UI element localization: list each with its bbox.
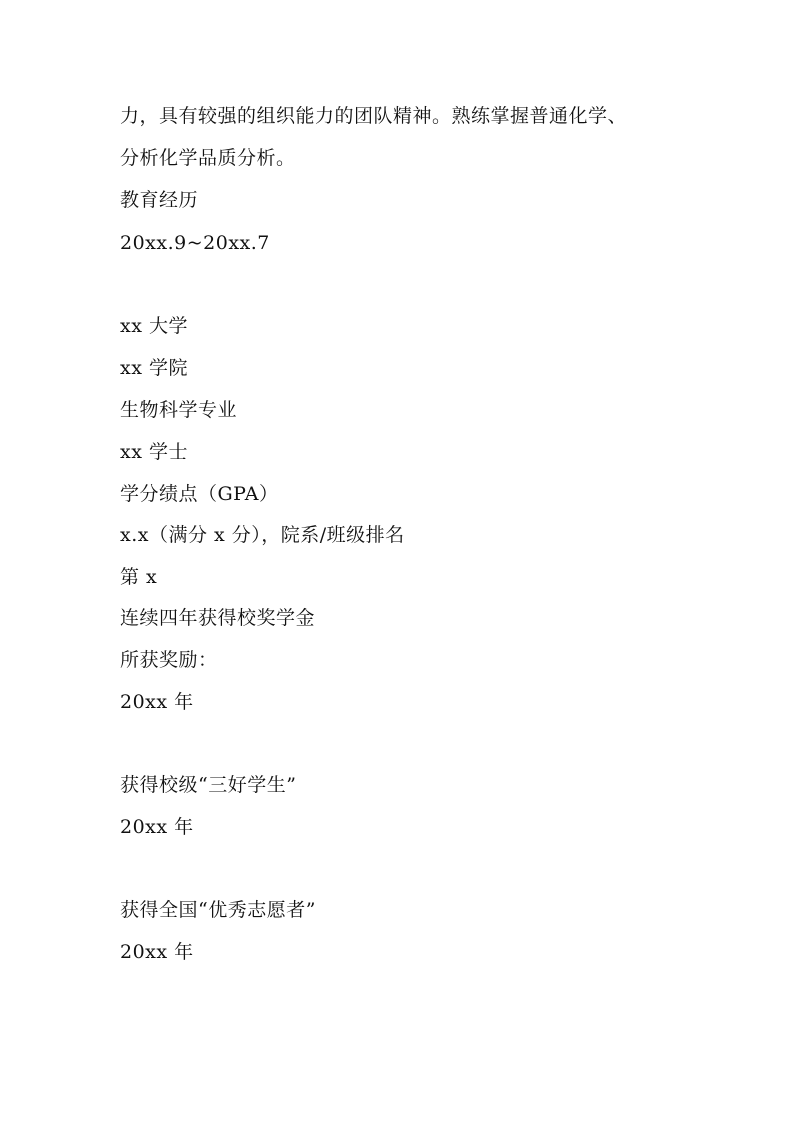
award-title-2: 获得全国“优秀志愿者”	[120, 899, 316, 921]
award-title-1: 获得校级“三好学生”	[120, 774, 297, 796]
award-year-3: 20xx 年	[120, 941, 194, 963]
education-period: 20xx.9~20xx.7	[120, 232, 270, 254]
university-name: xx 大学	[120, 315, 188, 337]
text-line-skills-1: 力，具有较强的组织能力的团队精神。熟练掌握普通化学、	[120, 105, 628, 127]
scholarship-note: 连续四年获得校奖学金	[120, 607, 316, 629]
major: 生物科学专业	[120, 399, 238, 421]
college-name: xx 学院	[120, 357, 188, 379]
award-year-2: 20xx 年	[120, 816, 194, 838]
award-year-1: 20xx 年	[120, 691, 194, 713]
gpa-value-and-ranking: x.x（满分 x 分），院系/班级排名	[120, 524, 405, 546]
gpa-label: 学分绩点（GPA）	[120, 483, 279, 505]
ranking-value: 第 x	[120, 566, 158, 588]
section-heading-awards: 所获奖励：	[120, 649, 218, 671]
text-line-skills-2: 分析化学品质分析。	[120, 147, 296, 169]
degree: xx 学士	[120, 441, 188, 463]
section-heading-education: 教育经历	[120, 189, 199, 211]
